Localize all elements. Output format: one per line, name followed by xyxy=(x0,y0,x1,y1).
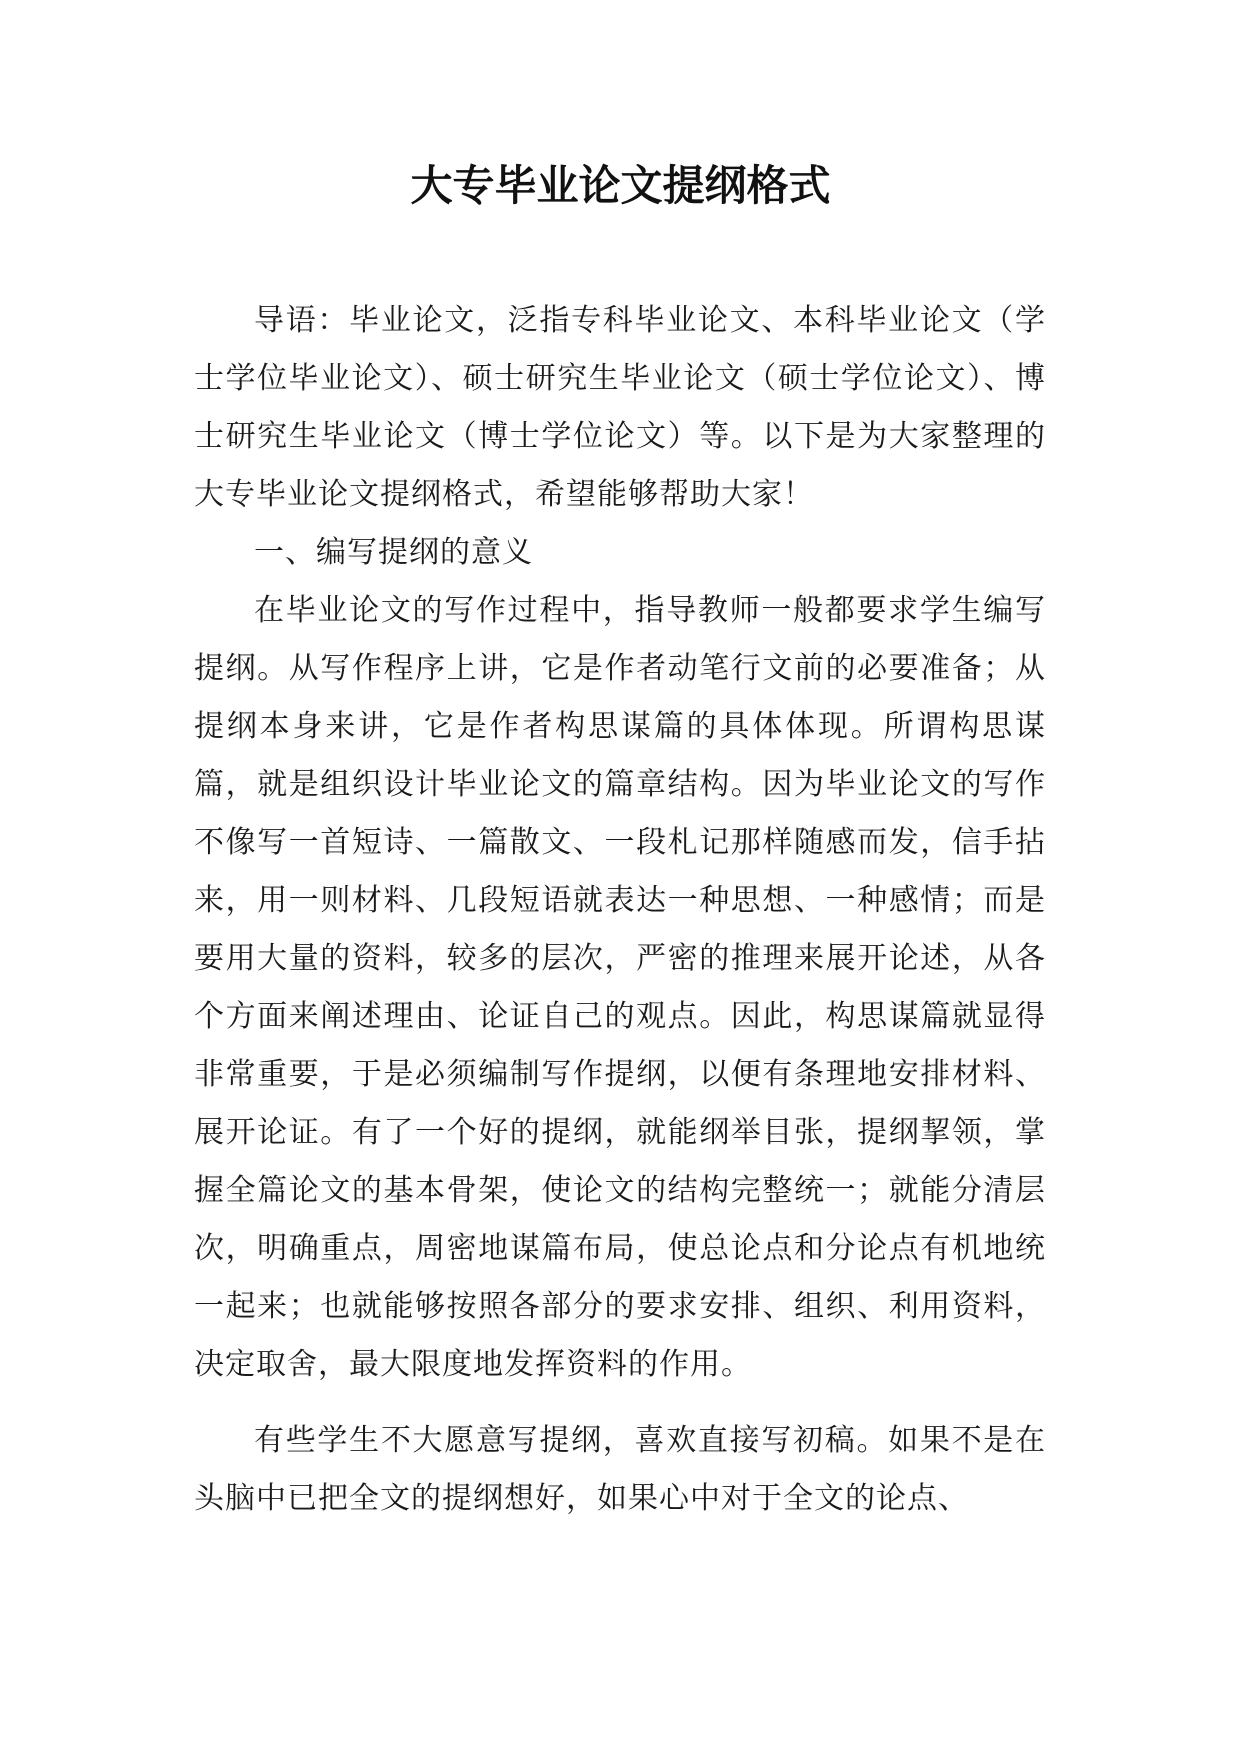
section-heading: 一、编写提纲的意义 xyxy=(254,535,533,570)
body-paragraph: 有些学生不大愿意写提纲，喜欢直接写初稿。如果不是在头脑中已把全文的提纲想好，如果心中对于全文的论点、 xyxy=(194,1423,1046,1516)
document-body xyxy=(194,292,1046,1528)
body-paragraph: 在毕业论文的写作过程中，指导教师一般都要求学生编写提纲。从写作程序上讲，它是作者动笔行文前的必要准备；从提纲本身来讲，它是作者构思谋篇的具体体现。所谓构思谋篇，就是组织设计毕业论文的篇章结构。因为毕业论文的写作不像写一首短诗、一篇散文、一段札记那样随感而发，信手拈来，用一则材料、几段短语就表达一种思想、一种感情；而是要用大量的资料，较多的层次，严密的推理来展开论述，从各个方面来阐述理由、论证自己的观点。因此，构思谋篇就显得非常重要，于是必须编制写作提纲，以便有条理地安排材料、展开论证。有了一个好的提纲，就能纲举目张，提纲挈领，掌握全篇论文的基本骨架，使论文的结构完整统一；就能分清层次，明确重点，周密地谋篇布局，使总论点和分论点有机地统一起来；也就能够按照各部分的要求安排、组织、利用资料，决定取舍，最大限度地发挥资料的作用。 xyxy=(194,593,1046,1382)
document-title: 大专毕业论文提纲格式 xyxy=(410,161,831,210)
intro-paragraph: 导语：毕业论文，泛指专科毕业论文、本科毕业论文（学士学位毕业论文）、硕士研究生毕业论文（硕士学位论文）、博士研究生毕业论文（博士学位论文）等。以下是为大家整理的大专毕业论文提纲格式，希望能够帮助大家！ xyxy=(194,303,1046,512)
